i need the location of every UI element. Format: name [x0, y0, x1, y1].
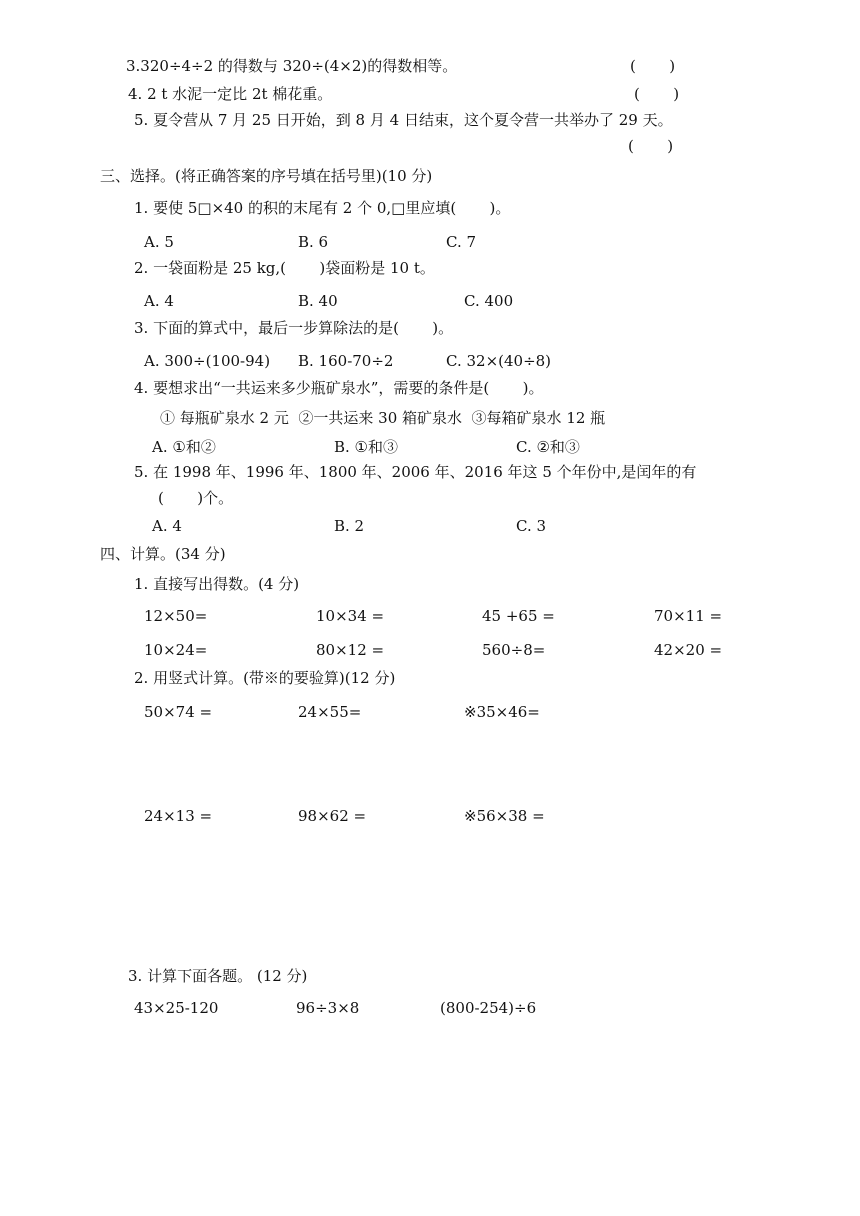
choice-option[interactable]: A. 300÷(100-94) — [144, 352, 271, 370]
vertical-problem: 50×74 = — [144, 703, 213, 721]
vertical-problem: ※56×38 = — [464, 807, 545, 825]
oral-problem: 10×34 = — [316, 607, 385, 625]
oral-problem: 560÷8= — [482, 641, 546, 659]
mixed-problem: (800-254)÷6 — [440, 999, 537, 1017]
answer-paren[interactable]: ( ) — [634, 85, 680, 103]
choice-option[interactable]: B. 40 — [298, 292, 338, 310]
choice-option[interactable]: C. ②和③ — [516, 438, 580, 456]
choice-option[interactable]: A. ①和② — [152, 438, 216, 456]
choice-option[interactable]: C. 7 — [446, 233, 477, 251]
choice-q4-conditions: ① 每瓶矿泉水 2 元 ②一共运来 30 箱矿泉水 ③每箱矿泉水 12 瓶 — [160, 409, 606, 427]
judge-q5: 5. 夏令营从 7 月 25 日开始，到 8 月 4 日结束，这个夏令营一共举办了 29 天。 — [134, 111, 673, 129]
calc-sub3-title: 3. 计算下面各题。 (12 分) — [128, 967, 308, 985]
oral-problem: 45 +65 = — [482, 607, 555, 625]
oral-problem: 10×24= — [144, 641, 208, 659]
judge-q3: 3.320÷4÷2 的得数与 320÷(4×2)的得数相等。 — [126, 57, 458, 75]
choice-q5-continued: ( )个。 — [158, 489, 234, 507]
judge-q4: 4. 2 t 水泥一定比 2t 棉花重。 — [128, 85, 333, 103]
oral-problem: 42×20 = — [654, 641, 723, 659]
mixed-problem: 43×25-120 — [134, 999, 219, 1017]
oral-problem: 80×12 = — [316, 641, 385, 659]
choice-q2: 2. 一袋面粉是 25 kg,( )袋面粉是 10 t。 — [134, 259, 435, 277]
oral-problem: 70×11 = — [654, 607, 723, 625]
choice-option[interactable]: C. 400 — [464, 292, 514, 310]
section-heading-choice: 三、选择。(将正确答案的序号填在括号里)(10 分) — [100, 167, 433, 185]
choice-q4: 4. 要想求出“一共运来多少瓶矿泉水”，需要的条件是( )。 — [134, 379, 544, 397]
answer-paren[interactable]: ( ) — [630, 57, 676, 75]
vertical-problem: 24×13 = — [144, 807, 213, 825]
choice-q3: 3. 下面的算式中，最后一步算除法的是( )。 — [134, 319, 454, 337]
calc-sub1-title: 1. 直接写出得数。(4 分) — [134, 575, 300, 593]
choice-option[interactable]: B. 160-70÷2 — [298, 352, 394, 370]
choice-option[interactable]: B. 6 — [298, 233, 329, 251]
oral-problem: 12×50= — [144, 607, 208, 625]
choice-q5: 5. 在 1998 年、1996 年、1800 年、2006 年、2016 年这 5 个年份中,是闰年的有 — [134, 463, 697, 481]
choice-option[interactable]: C. 32×(40÷8) — [446, 352, 552, 370]
choice-q1: 1. 要使 5□×40 的积的末尾有 2 个 0,□里应填( )。 — [134, 199, 511, 217]
choice-option[interactable]: A. 5 — [144, 233, 174, 251]
calc-sub2-title: 2. 用竖式计算。(带※的要验算)(12 分) — [134, 669, 396, 687]
section-heading-calc: 四、计算。(34 分) — [100, 545, 226, 563]
choice-option[interactable]: B. 2 — [334, 517, 365, 535]
choice-option[interactable]: A. 4 — [144, 292, 174, 310]
mixed-problem: 96÷3×8 — [296, 999, 360, 1017]
choice-option[interactable]: A. 4 — [152, 517, 182, 535]
choice-option[interactable]: B. ①和③ — [334, 438, 399, 456]
vertical-problem: 24×55= — [298, 703, 362, 721]
answer-paren[interactable]: ( ) — [628, 137, 674, 155]
vertical-problem: ※35×46= — [464, 703, 540, 721]
choice-option[interactable]: C. 3 — [516, 517, 547, 535]
vertical-problem: 98×62 = — [298, 807, 367, 825]
